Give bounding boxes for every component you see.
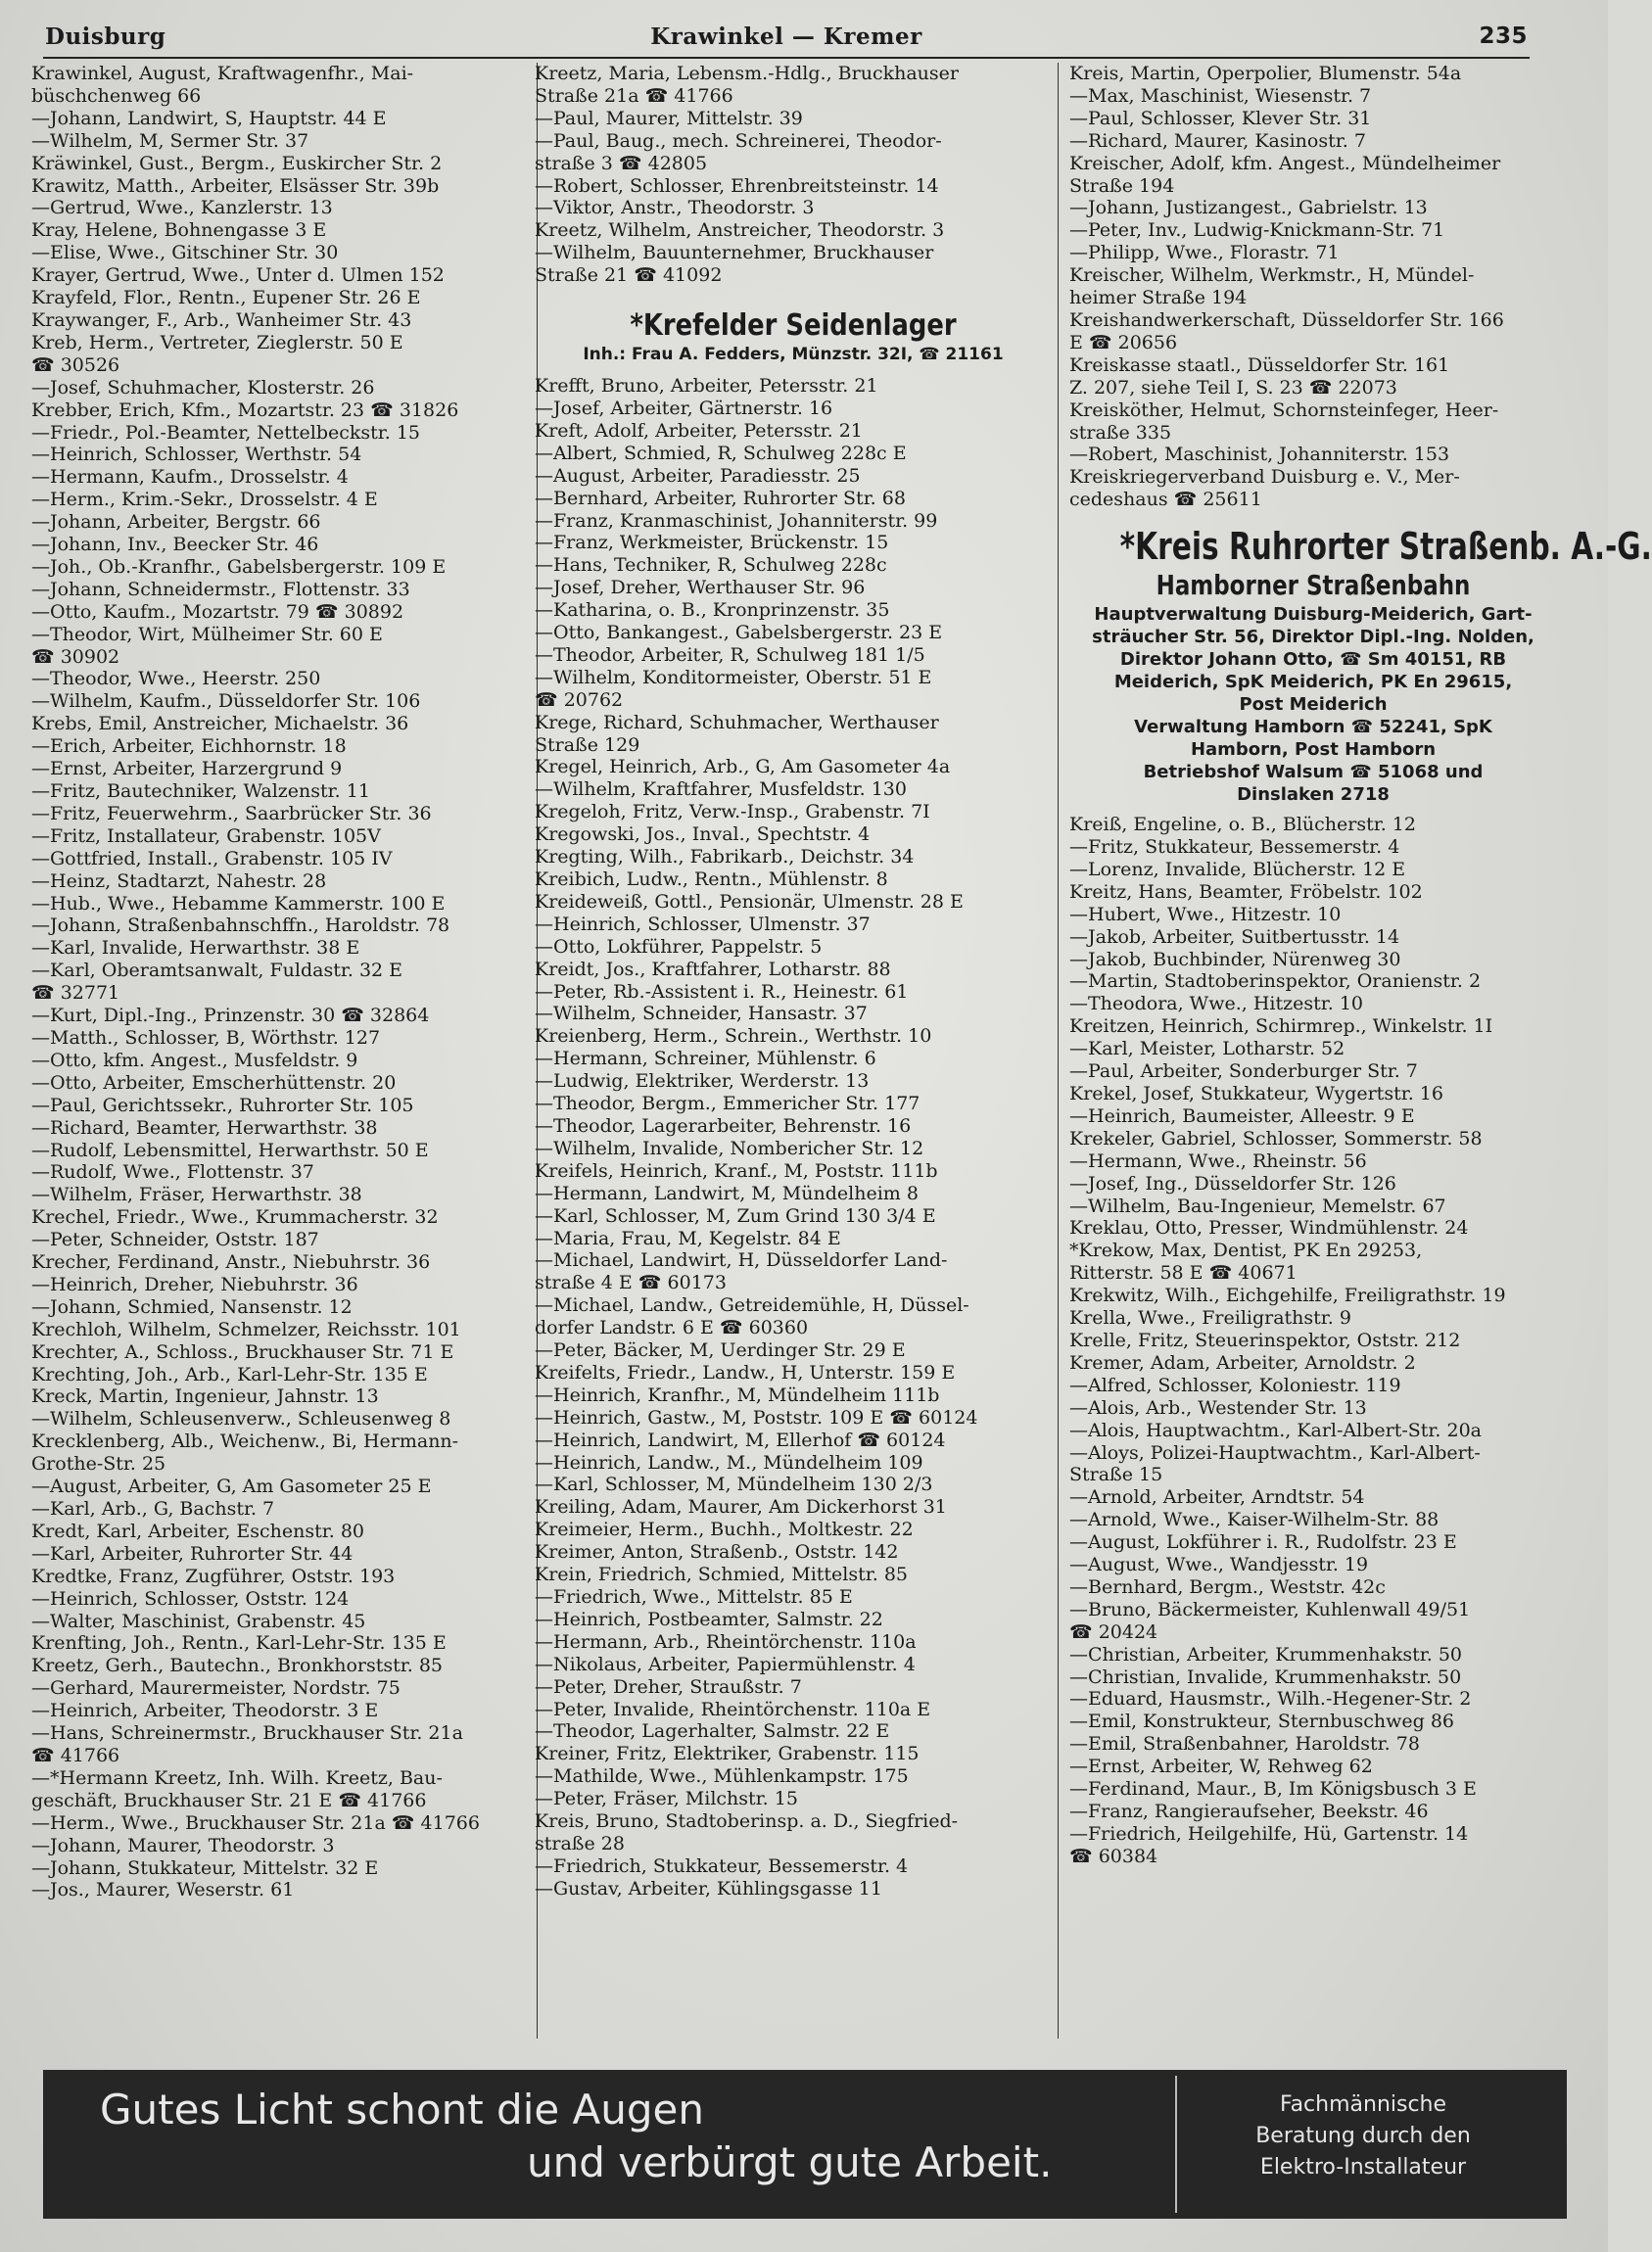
directory-entry-line: Kreidt, Jos., Kraftfahrer, Lotharstr. 88: [535, 958, 891, 980]
directory-entry-line: Kreklau, Otto, Presser, Windmühlenstr. 24: [1069, 1217, 1469, 1240]
directory-entry-line: —Josef, Dreher, Werthauser Str. 96: [535, 577, 866, 599]
directory-entry-line: Kredtke, Franz, Zugführer, Oststr. 193: [31, 1565, 396, 1587]
directory-entry-line: —Max, Maschinist, Wiesenstr. 7: [1069, 84, 1372, 107]
directory-entry-line: büschchenweg 66: [31, 84, 202, 107]
column-3-bottom: [1065, 814, 1561, 1868]
directory-entry-line: —Friedrich, Heilgehilfe, Hü, Gartenstr. 14: [1069, 1822, 1469, 1845]
directory-entry-line: Ritterstr. 58 E ☎ 40671: [1069, 1262, 1298, 1285]
directory-entry-line: —Fritz, Installateur, Grabenstr. 105V: [31, 824, 381, 847]
directory-entry-line: —Friedrich, Wwe., Mittelstr. 85 E: [535, 1586, 853, 1608]
directory-entry-line: —Theodor, Wirt, Mülheimer Str. 60 E: [31, 623, 383, 645]
directory-entry-line: —Gerhard, Maurermeister, Nordstr. 75: [31, 1677, 401, 1700]
directory-entry-line: —Alois, Hauptwachtm., Karl-Albert-Str. 20a: [1069, 1419, 1482, 1441]
directory-entry-line: —Wilhelm, Konditormeister, Oberstr. 51 E: [535, 666, 932, 688]
directory-entry-line: Kreck, Martin, Ingenieur, Jahnstr. 13: [31, 1385, 379, 1408]
directory-entry-line: —Karl, Invalide, Herwarthstr. 38 E: [31, 937, 360, 960]
advertisement-banner: [43, 2070, 1567, 2219]
directory-entry-line: —Aloys, Polizei-Hauptwachtm., Karl-Albert-: [1069, 1441, 1481, 1464]
directory-entry-line: —Peter, Dreher, Straußstr. 7: [535, 1675, 802, 1698]
directory-entry-line: Krayfeld, Flor., Rentn., Eupener Str. 26 E: [31, 287, 421, 309]
directory-entry-line: ☎ 60384: [1069, 1845, 1158, 1867]
directory-entry-line: Krebs, Emil, Anstreicher, Michaelstr. 36: [31, 713, 409, 735]
directory-entry-line: —Martin, Stadtoberinspektor, Oranienstr. 2: [1069, 970, 1482, 993]
ad-kreis-ruhrorter: [1065, 525, 1652, 806]
directory-entry-line: Krefft, Bruno, Arbeiter, Petersstr. 21: [535, 375, 878, 398]
directory-entry-line: —Hermann, Landwirt, M, Mündelheim 8: [535, 1182, 919, 1204]
directory-entry-line: Kreimeier, Herm., Buchh., Moltkestr. 22: [535, 1519, 914, 1541]
directory-entry-line: —Fritz, Stukkateur, Bessemerstr. 4: [1069, 836, 1400, 859]
directory-entry-line: Kraywanger, F., Arb., Wanheimer Str. 43: [31, 308, 412, 331]
directory-entry-line: —Lorenz, Invalide, Blücherstr. 12 E: [1069, 858, 1406, 880]
directory-entry-line: Meiderich, SpK Meiderich, PK En 29615,: [1113, 672, 1513, 693]
directory-entry-line: —Wilhelm, Fräser, Herwarthstr. 38: [31, 1184, 362, 1206]
directory-entry-line: —August, Lokführer i. R., Rudolfstr. 23 E: [1069, 1531, 1457, 1554]
directory-entry-line: —Ludwig, Elektriker, Werderstr. 13: [535, 1070, 870, 1093]
directory-entry-line: Krechel, Friedr., Wwe., Krummacherstr. 32: [31, 1206, 439, 1229]
directory-entry-line: —Hermann, Schreiner, Mühlenstr. 6: [535, 1048, 876, 1070]
directory-entry-line: —August, Wwe., Wandjesstr. 19: [1069, 1554, 1369, 1576]
directory-entry-line: —Johann, Straßenbahnschffn., Haroldstr. 78: [31, 915, 450, 937]
directory-entry-line: —Gustav, Arbeiter, Kühlingsgasse 11: [535, 1877, 882, 1900]
directory-entry-line: —Wilhelm, M, Sermer Str. 37: [31, 129, 309, 152]
directory-entry-line: Straße 15: [1069, 1464, 1163, 1486]
directory-entry-line: Kräwinkel, Gust., Bergm., Euskircher Str. 2: [31, 152, 443, 174]
directory-entry-line: —Paul, Gerichtssekr., Ruhrorter Str. 105: [31, 1094, 414, 1116]
directory-entry-line: Kray, Helene, Bohnengasse 3 E: [31, 219, 327, 242]
directory-entry-line: —Robert, Maschinist, Johanniterstr. 153: [1069, 444, 1450, 466]
directory-entry-line: —Josef, Arbeiter, Gärtnerstr. 16: [535, 397, 833, 419]
directory-entry-line: —Wilhelm, Invalide, Nombericher Str. 12: [535, 1137, 924, 1159]
directory-entry-line: —Alfred, Schlosser, Koloniestr. 119: [1069, 1374, 1401, 1396]
directory-entry-line: Kreiskasse staatl., Düsseldorfer Str. 161: [1069, 353, 1450, 376]
directory-entry-line: —Paul, Arbeiter, Sonderburger Str. 7: [1069, 1060, 1418, 1083]
directory-entry-line: Kremer, Adam, Arbeiter, Arnoldstr. 2: [1069, 1351, 1416, 1374]
directory-entry-line: —Karl, Arb., G, Bachstr. 7: [31, 1498, 275, 1520]
directory-entry-line: Kreischer, Wilhelm, Werkmstr., H, Mündel-: [1069, 264, 1475, 287]
banner-line-2: und verbürgt gute Arbeit.: [527, 2138, 1053, 2186]
directory-entry-line: —Franz, Kranmaschinist, Johanniterstr. 99: [535, 509, 938, 532]
directory-entry-line: —Karl, Oberamtsanwalt, Fuldastr. 32 E: [31, 960, 403, 982]
directory-entry-line: Krayer, Gertrud, Wwe., Unter d. Ulmen 152: [31, 264, 445, 287]
directory-entry-line: —Arnold, Wwe., Kaiser-Wilhelm-Str. 88: [1069, 1509, 1440, 1531]
directory-entry-line: —Erich, Arbeiter, Eichhornstr. 18: [31, 735, 347, 758]
directory-entry-line: —Viktor, Anstr., Theodorstr. 3: [535, 197, 815, 219]
directory-entry-line: —Walter, Maschinist, Grabenstr. 45: [31, 1610, 366, 1632]
directory-entry-line: ☎ 41766: [31, 1744, 120, 1766]
directory-entry-line: —Katharina, o. B., Kronprinzenstr. 35: [535, 599, 890, 622]
directory-entry-line: —Robert, Schlosser, Ehrenbreitsteinstr. 14: [535, 174, 939, 197]
directory-entry-line: —Fritz, Bautechniker, Walzenstr. 11: [31, 780, 370, 802]
directory-entry-line: —Jos., Maurer, Weserstr. 61: [31, 1879, 295, 1901]
directory-entry-line: —Otto, kfm. Angest., Musfeldstr. 9: [31, 1049, 358, 1071]
directory-entry-line: —Elise, Wwe., Gitschiner Str. 30: [31, 242, 339, 264]
directory-entry-line: —Rudolf, Wwe., Flottenstr. 37: [31, 1161, 314, 1184]
directory-entry-line: —*Hermann Kreetz, Inh. Wilh. Kreetz, Bau-: [31, 1766, 443, 1789]
directory-entry-line: Kreetz, Wilhelm, Anstreicher, Theodorstr. 3: [535, 219, 945, 242]
directory-entry-line: —Heinrich, Schlosser, Oststr. 124: [31, 1587, 350, 1610]
directory-entry-line: Direktor Johann Otto, ☎ Sm 40151, RB: [1119, 649, 1507, 671]
directory-entry-line: —Wilhelm, Schneider, Hansastr. 37: [535, 1003, 868, 1025]
directory-entry-line: —August, Arbeiter, Paradiesstr. 25: [535, 464, 861, 487]
directory-entry-line: —Heinrich, Gastw., M, Poststr. 109 E ☎ 60124: [535, 1406, 978, 1429]
directory-entry-line: —Ferdinand, Maur., B, Im Königsbusch 3 E: [1069, 1778, 1477, 1801]
directory-entry-line: —Heinrich, Postbeamter, Salmstr. 22: [535, 1608, 883, 1630]
directory-entry-line: —Heinrich, Landwirt, M, Ellerhof ☎ 60124: [535, 1429, 946, 1451]
directory-entry-line: —Nikolaus, Arbeiter, Papiermühlenstr. 4: [535, 1653, 916, 1675]
column-divider: [1058, 63, 1059, 2039]
directory-entry-line: straße 4 E ☎ 60173: [535, 1272, 727, 1294]
directory-entry-line: Straße 21a ☎ 41766: [535, 84, 733, 107]
directory-entry-line: —Peter, Inv., Ludwig-Knickmann-Str. 71: [1069, 219, 1445, 242]
directory-entry-line: —Heinrich, Landw., M., Mündelheim 109: [535, 1451, 923, 1474]
directory-entry-line: —Gottfried, Install., Grabenstr. 105 IV: [31, 847, 393, 869]
directory-entry-line: straße 3 ☎ 42805: [535, 152, 708, 174]
directory-entry-line: —Christian, Invalide, Krummenhakstr. 50: [1069, 1666, 1462, 1688]
directory-entry-line: —Michael, Landw., Getreidemühle, H, Düssel-: [535, 1294, 969, 1317]
directory-entry-line: —Franz, Rangieraufseher, Beekstr. 46: [1069, 1801, 1429, 1822]
directory-entry-line: —Heinrich, Baumeister, Alleestr. 9 E: [1069, 1104, 1415, 1127]
directory-entry-line: straße 335: [1069, 421, 1172, 444]
directory-entry-line: —Heinrich, Arbeiter, Theodorstr. 3 E: [31, 1700, 379, 1722]
directory-entry-line: —Fritz, Feuerwehrm., Saarbrücker Str. 36: [31, 802, 432, 824]
directory-entry-line: Kreischer, Adolf, kfm. Angest., Mündelheimer: [1069, 152, 1501, 174]
directory-entry-line: Krekel, Josef, Stukkateur, Wygertstr. 16: [1069, 1083, 1443, 1104]
directory-entry-line: Kreitzen, Heinrich, Schirmrep., Winkelstr. 1I: [1069, 1015, 1493, 1038]
directory-entry-line: —Franz, Werkmeister, Brückenstr. 15: [535, 532, 889, 554]
directory-entry-line: Kreb, Herm., Vertreter, Zieglerstr. 50 E: [31, 331, 403, 353]
directory-entry-line: Krebber, Erich, Kfm., Mozartstr. 23 ☎ 31826: [31, 399, 459, 421]
directory-entry-line: —Otto, Bankangest., Gabelsbergerstr. 23 E: [535, 622, 943, 644]
directory-entry-line: Krechting, Joh., Arb., Karl-Lehr-Str. 135 E: [31, 1363, 428, 1385]
directory-entry-line: Krawitz, Matth., Arbeiter, Elsässer Str. 39b: [31, 174, 440, 197]
directory-entry-line: —Wilhelm, Bau-Ingenieur, Memelstr. 67: [1069, 1195, 1446, 1217]
directory-entry-line: —Wilhelm, Schleusenverw., Schleusenweg 8: [31, 1408, 451, 1431]
column-3: [1065, 63, 1652, 2039]
directory-entry-line: Kreitz, Hans, Beamter, Fröbelstr. 102: [1069, 880, 1423, 903]
directory-entry-line: —Heinrich, Dreher, Niebuhrstr. 36: [31, 1273, 358, 1295]
directory-entry-line: —Paul, Baug., mech. Schreinerei, Theodor-: [535, 129, 942, 152]
directory-entry-line: —Heinrich, Schlosser, Ulmenstr. 37: [535, 913, 871, 935]
directory-entry-line: —Johann, Schneidermstr., Flottenstr. 33: [31, 578, 410, 600]
directory-entry-line: Kreisköther, Helmut, Schornsteinfeger, Heer-: [1069, 399, 1499, 421]
directory-entry-line: —Theodor, Lagerhalter, Salmstr. 22 E: [535, 1720, 890, 1743]
directory-entry-line: dorfer Landstr. 6 E ☎ 60360: [535, 1317, 809, 1339]
directory-entry-line: —Matth., Schlosser, B, Wörthstr. 127: [31, 1026, 381, 1049]
directory-entry-line: Straße 21 ☎ 41092: [535, 264, 723, 287]
directory-entry-line: —Joh., Ob.-Kranfhr., Gabelsbergerstr. 109 E: [31, 555, 447, 578]
directory-entry-line: —Peter, Rb.-Assistent i. R., Heinestr. 61: [535, 980, 909, 1003]
directory-entry-line: —Otto, Arbeiter, Emscherhüttenstr. 20: [31, 1071, 397, 1094]
directory-entry-line: Kreimer, Anton, Straßenb., Oststr. 142: [535, 1541, 899, 1564]
directory-entry-line: —Theodor, Lagerarbeiter, Behrenstr. 16: [535, 1114, 912, 1137]
directory-entry-line: —Hermann, Kaufm., Drosselstr. 4: [31, 466, 349, 489]
directory-entry-line: —Eduard, Hausmstr., Wilh.-Hegener-Str. 2: [1069, 1688, 1472, 1711]
directory-entry-line: Kreienberg, Herm., Schrein., Werthstr. 10: [535, 1025, 932, 1048]
directory-entry-line: —Karl, Schlosser, M, Zum Grind 130 3/4 E: [535, 1204, 936, 1227]
directory-entry-line: Kregowski, Jos., Inval., Spechtstr. 4: [535, 823, 871, 846]
directory-entry-line: —Paul, Schlosser, Klever Str. 31: [1069, 107, 1372, 129]
directory-entry-line: Kreft, Adolf, Arbeiter, Petersstr. 21: [535, 419, 863, 442]
directory-entry-line: —Johann, Schmied, Nansenstr. 12: [31, 1295, 353, 1318]
directory-entry-line: —Hub., Wwe., Hebamme Kammerstr. 100 E: [31, 892, 446, 915]
directory-entry-line: —Richard, Beamter, Herwarthstr. 38: [31, 1116, 378, 1139]
header-range: Krawinkel — Kremer: [650, 23, 922, 50]
directory-entry-line: —Theodora, Wwe., Hitzestr. 10: [1069, 993, 1364, 1015]
directory-entry-line: —Christian, Arbeiter, Krummenhakstr. 50: [1069, 1643, 1463, 1666]
directory-entry-line: —Ernst, Arbeiter, Harzergrund 9: [31, 758, 343, 780]
directory-entry-line: —Herm., Wwe., Bruckhauser Str. 21a ☎ 41766: [31, 1811, 480, 1834]
directory-entry-line: Kreetz, Maria, Lebensm.-Hdlg., Bruckhauser: [535, 63, 959, 84]
directory-entry-line: ☎ 20762: [535, 688, 624, 711]
directory-entry-line: —Johann, Maurer, Theodorstr. 3: [31, 1834, 335, 1856]
directory-entry-line: Krekwitz, Wilh., Eichgehilfe, Freiligrathstr. 19: [1069, 1285, 1506, 1307]
directory-entry-line: Krawinkel, August, Kraftwagenfhr., Mai-: [31, 63, 414, 84]
column-2-top: [531, 63, 1056, 287]
directory-entry-line: Kreetz, Gerh., Bautechn., Bronkhorststr. 85: [31, 1655, 444, 1677]
directory-entry-line: Kreideweiß, Gottl., Pensionär, Ulmenstr. 28 E: [535, 890, 964, 913]
directory-entry-line: —Kurt, Dipl.-Ing., Prinzenstr. 30 ☎ 32864: [31, 1005, 430, 1027]
directory-entry-line: —Johann, Landwirt, S, Hauptstr. 44 E: [31, 107, 387, 129]
directory-entry-line: Krelle, Fritz, Steuerinspektor, Oststr. 212: [1069, 1329, 1461, 1351]
directory-entry-line: —Maria, Frau, M, Kegelstr. 84 E: [535, 1227, 841, 1249]
directory-entry-line: —Gertrud, Wwe., Kanzlerstr. 13: [31, 197, 333, 219]
directory-entry-line: Kreiß, Engeline, o. B., Blücherstr. 12: [1069, 814, 1416, 836]
directory-entry-line: E ☎ 20656: [1069, 331, 1178, 353]
directory-entry-line: Z. 207, siehe Teil I, S. 23 ☎ 22073: [1069, 376, 1397, 399]
column-3-top: [1065, 63, 1561, 511]
directory-entry-line: —Bruno, Bäckermeister, Kuhlenwall 49/51: [1069, 1598, 1471, 1620]
directory-entry-line: sträucher Str. 56, Direktor Dipl.-Ing. Nolden,: [1092, 627, 1534, 648]
page-header: [43, 22, 1530, 59]
directory-entry-line: —Jakob, Arbeiter, Suitbertusstr. 14: [1069, 925, 1400, 948]
directory-entry-line: —Otto, Lokführer, Pappelstr. 5: [535, 935, 823, 958]
banner-side-line: Beratung durch den: [1255, 2124, 1471, 2148]
directory-entry-line: cedeshaus ☎ 25611: [1069, 489, 1262, 511]
directory-entry-line: Krenfting, Joh., Rentn., Karl-Lehr-Str. 135 E: [31, 1632, 447, 1655]
directory-entry-line: —Alois, Arb., Westender Str. 13: [1069, 1396, 1367, 1419]
page-number: 235: [1479, 23, 1528, 49]
directory-entry-line: Kredt, Karl, Arbeiter, Eschenstr. 80: [31, 1520, 365, 1542]
directory-entry-line: Krella, Wwe., Freiligrathstr. 9: [1069, 1307, 1351, 1330]
directory-entry-line: Kreiner, Fritz, Elektriker, Grabenstr. 115: [535, 1743, 920, 1765]
directory-entry-line: —Friedrich, Stukkateur, Bessemerstr. 4: [535, 1854, 909, 1877]
ad-subtitle: Hamborner Straßenbahn: [1156, 569, 1471, 602]
ad-body: [1065, 603, 1561, 806]
directory-entry-line: —Heinrich, Schlosser, Werthstr. 54: [31, 444, 362, 466]
directory-entry-line: —Hermann, Wwe., Rheinstr. 56: [1069, 1149, 1367, 1172]
directory-entry-line: —Richard, Maurer, Kasinostr. 7: [1069, 129, 1366, 152]
directory-entry-line: —Wilhelm, Bauunternehmer, Bruckhauser: [535, 242, 934, 264]
directory-entry-line: —Theodor, Bergm., Emmericher Str. 177: [535, 1093, 920, 1115]
directory-entry-line: —Bernhard, Bergm., Weststr. 42c: [1069, 1575, 1386, 1598]
directory-entry-line: Hauptverwaltung Duisburg-Meiderich, Gart-: [1094, 604, 1533, 626]
directory-entry-line: Straße 129: [535, 733, 640, 756]
directory-entry-line: —Karl, Meister, Lotharstr. 52: [1069, 1038, 1345, 1060]
directory-entry-line: —Michael, Landwirt, H, Düsseldorfer Land-: [535, 1249, 948, 1272]
directory-entry-line: —Otto, Kaufm., Mozartstr. 79 ☎ 30892: [31, 600, 404, 623]
directory-entry-line: Kreishandwerkerschaft, Düsseldorfer Str. 166: [1069, 308, 1504, 331]
directory-entry-line: Grothe-Str. 25: [31, 1453, 166, 1476]
directory-entry-line: —Karl, Schlosser, M, Mündelheim 130 2/3: [535, 1474, 933, 1496]
directory-entry-line: ☎ 20424: [1069, 1620, 1158, 1643]
directory-entry-line: Kregting, Wilh., Fabrikarb., Deichstr. 34: [535, 846, 915, 868]
directory-entry-line: —Hubert, Wwe., Hitzestr. 10: [1069, 903, 1342, 925]
directory-entry-line: Krechter, A., Schloss., Bruckhauser Str. 71 E: [31, 1340, 454, 1363]
directory-entry-line: —Friedr., Pol.-Beamter, Nettelbeckstr. 15: [31, 421, 421, 444]
directory-entry-line: —Theodor, Wwe., Heerstr. 250: [31, 668, 321, 690]
directory-entry-line: —Heinrich, Kranfhr., M, Mündelheim 111b: [535, 1384, 940, 1406]
directory-entry-line: Dinslaken 2718: [1237, 784, 1390, 806]
directory-entry-line: —Johann, Arbeiter, Bergstr. 66: [31, 511, 321, 534]
directory-entry-line: Kreifelts, Friedr., Landw., H, Unterstr. 159 E: [535, 1361, 956, 1384]
directory-entry-line: —Emil, Konstrukteur, Sternbuschweg 86: [1069, 1711, 1455, 1733]
directory-entry-line: —Heinz, Stadtarzt, Nahestr. 28: [31, 869, 327, 892]
directory-entry-line: —August, Arbeiter, G, Am Gasometer 25 E: [31, 1476, 432, 1498]
directory-entry-line: Krein, Friedrich, Schmied, Mittelstr. 85: [535, 1564, 909, 1586]
directory-entry-line: —Wilhelm, Kraftfahrer, Musfeldstr. 130: [535, 778, 907, 801]
ad-title: *Krefelder Seidenlager: [630, 308, 957, 344]
directory-entry-line: —Peter, Bäcker, M, Uerdinger Str. 29 E: [535, 1339, 906, 1362]
directory-entry-line: Krege, Richard, Schuhmacher, Werthauser: [535, 711, 939, 733]
directory-entry-line: *Krekow, Max, Dentist, PK En 29253,: [1069, 1240, 1423, 1262]
directory-entry-line: —Arnold, Arbeiter, Arndtstr. 54: [1069, 1486, 1365, 1509]
banner-side-line: Elektro-Installateur: [1259, 2155, 1467, 2180]
directory-entry-line: Post Meiderich: [1239, 694, 1388, 716]
column-2-bottom: [531, 375, 1056, 1900]
directory-entry-line: Kreis, Bruno, Stadtoberinsp. a. D., Siegfried-: [535, 1810, 959, 1833]
directory-entry-line: Kreifels, Heinrich, Kranf., M, Poststr. 111b: [535, 1159, 938, 1182]
directory-entry-line: —Emil, Straßenbahner, Haroldstr. 78: [1069, 1733, 1420, 1756]
directory-entry-line: Kregeloh, Fritz, Verw.-Insp., Grabenstr. 7I: [535, 801, 930, 823]
directory-entry-line: —Rudolf, Lebensmittel, Herwarthstr. 50 E: [31, 1139, 429, 1161]
directory-entry-line: Hamborn, Post Hamborn: [1190, 739, 1437, 761]
directory-entry-line: —Johann, Justizangest., Gabrielstr. 13: [1069, 197, 1428, 219]
directory-entry-line: Krecklenberg, Alb., Weichenw., Bi, Hermann-: [31, 1431, 459, 1453]
ad-title: *Kreis Ruhrorter Straßenb. A.-G.: [1119, 525, 1652, 569]
directory-entry-line: —Philipp, Wwe., Florastr. 71: [1069, 242, 1340, 264]
directory-entry-line: Straße 194: [1069, 174, 1175, 197]
directory-entry-line: —Mathilde, Wwe., Mühlenkampstr. 175: [535, 1765, 909, 1788]
directory-entry-line: —Jakob, Buchbinder, Nürenweg 30: [1069, 948, 1401, 970]
banner-side-line: Fachmännische: [1279, 2092, 1447, 2117]
directory-entry-line: —Paul, Maurer, Mittelstr. 39: [535, 107, 803, 129]
directory-entry-line: Krechloh, Wilhelm, Schmelzer, Reichsstr. 101: [31, 1318, 461, 1340]
directory-entry-line: —Johann, Inv., Beecker Str. 46: [31, 534, 319, 556]
header-city: Duisburg: [45, 23, 166, 50]
directory-entry-line: —Hans, Techniker, R, Schulweg 228c: [535, 554, 887, 577]
ad-krefelder-seidenlager: [531, 308, 1056, 365]
directory-entry-line: straße 28: [535, 1832, 625, 1854]
column-1: [27, 63, 529, 2039]
directory-entry-line: Kregel, Heinrich, Arb., G, Am Gasometer 4a: [535, 756, 951, 778]
directory-entry-line: —Theodor, Arbeiter, R, Schulweg 181 1/5: [535, 643, 925, 666]
directory-entry-line: —Ernst, Arbeiter, W, Rehweg 62: [1069, 1756, 1373, 1778]
directory-entry-line: —Johann, Stukkateur, Mittelstr. 32 E: [31, 1856, 379, 1879]
directory-entry-line: —Wilhelm, Kaufm., Düsseldorfer Str. 106: [31, 690, 421, 713]
banner-line-1: Gutes Licht schont die Augen: [100, 2086, 705, 2134]
directory-entry-line: ☎ 30902: [31, 645, 120, 668]
directory-entry-line: —Josef, Schuhmacher, Klosterstr. 26: [31, 376, 375, 399]
directory-entry-line: Betriebshof Walsum ☎ 51068 und: [1143, 762, 1484, 783]
column-2: [531, 63, 1056, 2039]
directory-entry-line: —Peter, Invalide, Rheintörchenstr. 110a E: [535, 1698, 931, 1720]
directory-entry-line: —Peter, Schneider, Oststr. 187: [31, 1229, 319, 1251]
directory-entry-line: —Hans, Schreinermstr., Bruckhauser Str. 21a: [31, 1722, 463, 1745]
directory-entry-line: ☎ 32771: [31, 982, 120, 1005]
directory-columns: [27, 63, 1652, 2039]
directory-entry-line: —Hermann, Arb., Rheintörchenstr. 110a: [535, 1630, 917, 1653]
directory-entry-line: Krekeler, Gabriel, Schlosser, Sommerstr. 58: [1069, 1127, 1483, 1149]
directory-entry-line: heimer Straße 194: [1069, 287, 1248, 309]
directory-entry-line: Kreis, Martin, Operpolier, Blumenstr. 54a: [1069, 63, 1462, 84]
directory-entry-line: —Peter, Fräser, Milchstr. 15: [535, 1788, 798, 1810]
directory-entry-line: —Josef, Ing., Düsseldorfer Str. 126: [1069, 1172, 1396, 1195]
directory-entry-line: —Albert, Schmied, R, Schulweg 228c E: [535, 442, 907, 464]
directory-entry-line: —Karl, Arbeiter, Ruhrorter Str. 44: [31, 1542, 354, 1565]
directory-entry-line: geschäft, Bruckhauser Str. 21 E ☎ 41766: [31, 1789, 427, 1811]
directory-entry-line: Kreibich, Ludw., Rentn., Mühlenstr. 8: [535, 868, 888, 890]
directory-entry-line: ☎ 30526: [31, 353, 120, 376]
directory-entry-line: Kreiling, Adam, Maurer, Am Dickerhorst 31: [535, 1496, 947, 1519]
directory-entry-line: Verwaltung Hamborn ☎ 52241, SpK: [1134, 717, 1492, 738]
directory-entry-line: —Herm., Krim.-Sekr., Drosselstr. 4 E: [31, 489, 378, 511]
directory-entry-line: Krecher, Ferdinand, Anstr., Niebuhrstr. 36: [31, 1251, 431, 1274]
ad-subtitle: Inh.: Frau A. Fedders, Münzstr. 32I, ☎ 21161: [583, 345, 1004, 365]
directory-entry-line: —Bernhard, Arbeiter, Ruhrorter Str. 68: [535, 487, 906, 509]
banner-side-box: [1175, 2076, 1549, 2213]
directory-entry-line: Kreiskriegerverband Duisburg e. V., Mer-: [1069, 466, 1460, 489]
